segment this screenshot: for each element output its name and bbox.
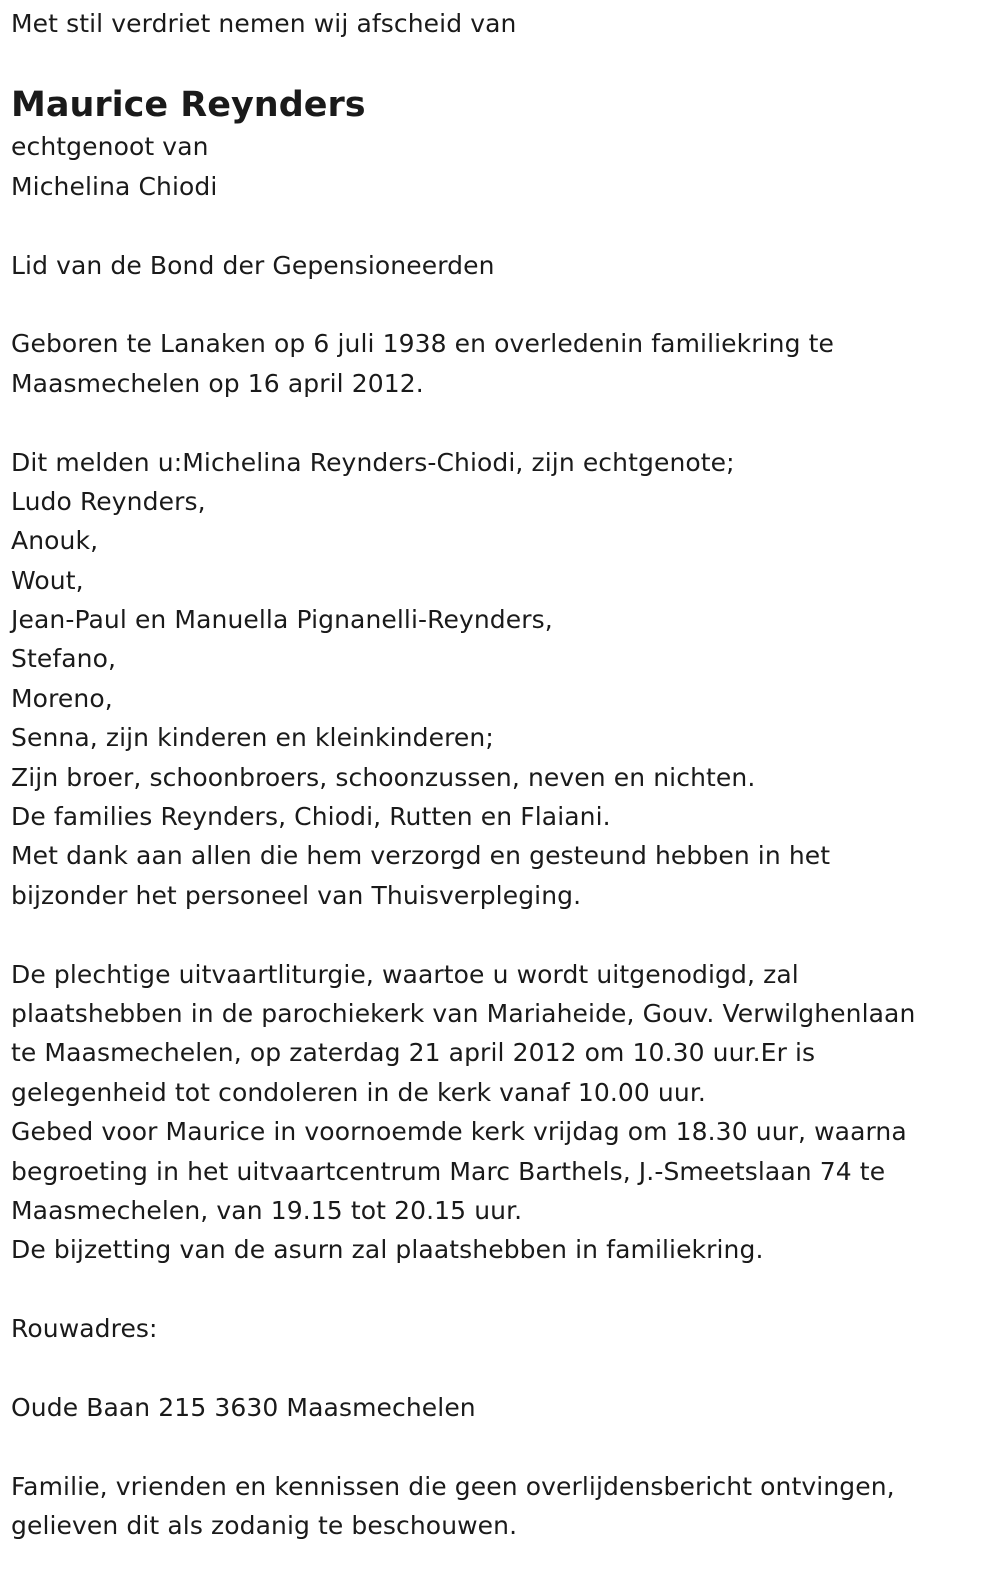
ceremony-line: Gebed voor Maurice in voornoemde kerk vrijdag om 18.30 uur, waarna: [11, 1117, 907, 1147]
spouse-label: echtgenoot van: [11, 132, 209, 162]
announcer-line: Stefano,: [11, 644, 117, 674]
spacer: [11, 1270, 986, 1309]
membership-line: Lid van de Bond der Gepensioneerden: [11, 250, 495, 280]
ceremony-line: te Maasmechelen, op zaterdag 21 april 2012 om 10.30 uur.Er is: [11, 1038, 816, 1068]
spacer: [11, 285, 986, 324]
address-label: Rouwadres:: [11, 1314, 158, 1344]
spacer: [11, 915, 986, 954]
announcer-line: De families Reynders, Chiodi, Rutten en Flaiani.: [11, 802, 611, 832]
ceremony-line: plaatshebben in de parochiekerk van Mariaheide, Gouv. Verwilghenlaan: [11, 998, 916, 1028]
spacer: [11, 1349, 986, 1388]
ceremony-line: Maasmechelen, van 19.15 tot 20.15 uur.: [11, 1195, 523, 1225]
ceremony-line: gelegenheid tot condoleren in de kerk vanaf 10.00 uur.: [11, 1077, 706, 1107]
announcer-line: Moreno,: [11, 683, 113, 713]
announcer-line: Met dank aan allen die hem verzorgd en gesteund hebben in het: [11, 841, 831, 871]
announcer-line: bijzonder het personeel van Thuisverpleging.: [11, 880, 582, 910]
spouse-name: Michelina Chiodi: [11, 171, 218, 201]
announcer-line: Dit melden u:Michelina Reynders-Chiodi, zijn echtgenote;: [11, 447, 735, 477]
announcer-line: Wout,: [11, 565, 84, 595]
obituary-notice: [11, 4, 986, 1545]
birth-death-line: Maasmechelen op 16 april 2012.: [11, 368, 424, 398]
birth-death-line: Geboren te Lanaken op 6 juli 1938 en overledenin familiekring te: [11, 329, 835, 359]
announcer-line: Jean-Paul en Manuella Pignanelli-Reynders,: [11, 605, 553, 635]
ceremony-line: begroeting in het uitvaartcentrum Marc Barthels, J.-Smeetslaan 74 te: [11, 1156, 886, 1186]
address-line: Oude Baan 215 3630 Maasmechelen: [11, 1392, 476, 1422]
spacer: [11, 403, 986, 442]
announcer-line: Zijn broer, schoonbroers, schoonzussen, neven en nichten.: [11, 762, 756, 792]
intro-line: Met stil verdriet nemen wij afscheid van: [11, 9, 517, 38]
announcer-line: Ludo Reynders,: [11, 486, 206, 516]
ceremony-line: De bijzetting van de asurn zal plaatshebben in familiekring.: [11, 1235, 764, 1265]
ceremony-line: De plechtige uitvaartliturgie, waartoe u wordt uitgenodigd, zal: [11, 959, 799, 989]
deceased-name: Maurice Reynders: [11, 85, 366, 126]
spacer: [11, 1427, 986, 1466]
announcer-line: Senna, zijn kinderen en kleinkinderen;: [11, 723, 494, 753]
closing-line: gelieven dit als zodanig te beschouwen.: [11, 1511, 518, 1541]
announcer-line: Anouk,: [11, 526, 99, 556]
closing-line: Familie, vrienden en kennissen die geen overlijdensbericht ontvingen,: [11, 1471, 895, 1501]
spacer: [11, 206, 986, 245]
